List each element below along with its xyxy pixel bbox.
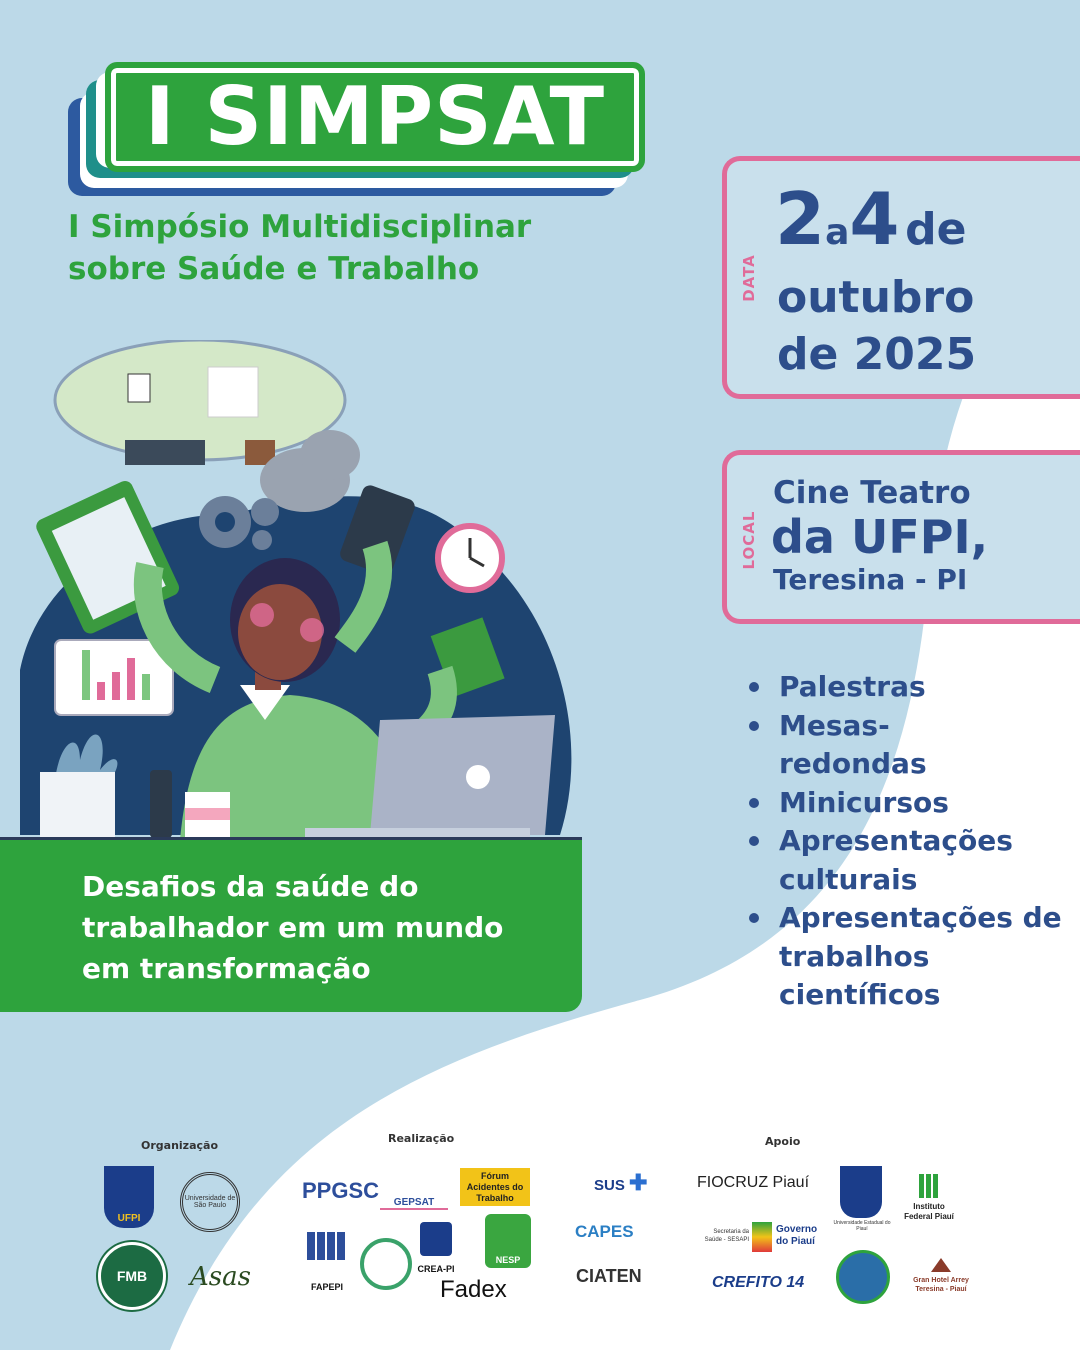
date-day-end: 4 — [849, 177, 900, 261]
activity-item: Mesas-redondas — [745, 707, 1065, 784]
sesapi-logo: Secretaria da Saúde - SESAPI — [704, 1229, 749, 1243]
location-line-1: Cine Teatro — [773, 475, 971, 511]
ifpi-label: Instituto Federal Piauí — [904, 1202, 954, 1221]
date-year: de 2025 — [777, 329, 977, 380]
plus-icon: ✚ — [629, 1170, 648, 1195]
gepsat-logo: GEPSAT — [380, 1168, 448, 1210]
tagline-line-3: em transformação — [82, 952, 371, 985]
event-subtitle — [68, 206, 628, 290]
location-line-3: Teresina - PI — [773, 563, 968, 596]
ppgsc-logo: PPGSC — [302, 1178, 380, 1203]
crea-pi-label: CREA-PI — [417, 1264, 455, 1274]
nesp-logo: NESP — [485, 1214, 531, 1268]
activities-list — [745, 668, 1065, 1015]
tagline-banner — [0, 840, 582, 1012]
fapepi-logo — [302, 1232, 352, 1292]
activity-item: Apresentações culturais — [745, 822, 1065, 899]
fadex-logo: Fadex — [440, 1276, 507, 1303]
activity-item: Palestras — [745, 668, 1065, 707]
location-line-2: da UFPI, — [771, 510, 989, 564]
usp-seal-logo: Universidade de São Paulo — [180, 1172, 240, 1232]
sus-logo — [594, 1170, 647, 1196]
uespi-label: Universidade Estadual do Piauí — [833, 1220, 891, 1232]
subtitle-line-2: sobre Saúde e Trabalho — [68, 251, 480, 287]
fapepi-label: FAPEPI — [310, 1282, 343, 1292]
apoio-heading: Apoio — [765, 1135, 801, 1148]
subtitle-line-1: I Simpósio Multidisciplinar — [68, 209, 532, 245]
date-range — [775, 177, 967, 261]
crea-pi-logo — [414, 1222, 458, 1274]
governo-piaui-label: Governo do Piauí — [776, 1224, 818, 1247]
location-box — [722, 450, 1080, 624]
sus-label: SUS — [594, 1177, 625, 1194]
gear-seal-icon — [360, 1238, 412, 1290]
date-connector: a — [825, 212, 850, 253]
activity-item: Minicursos — [745, 784, 1065, 823]
ciaten-logo: CIATEN — [576, 1266, 642, 1286]
roof-icon — [931, 1258, 951, 1272]
date-de: de — [905, 204, 967, 255]
forum-acidentes-logo: Fórum Acidentes do Trabalho — [460, 1168, 530, 1206]
tagline-text — [82, 866, 572, 989]
asas-logo: Asas — [190, 1262, 251, 1292]
ufpi-crest-logo: UFPI — [104, 1166, 154, 1228]
date-month: outubro — [777, 272, 975, 323]
date-day-start: 2 — [775, 177, 826, 261]
seal-icon — [836, 1250, 890, 1304]
tagline-line-1: Desafios da saúde do — [82, 870, 419, 903]
capes-logo: CAPES — [575, 1222, 634, 1241]
worker-illustration — [0, 340, 590, 845]
fmb-seal-logo: FMB — [98, 1242, 166, 1310]
gran-hotel-logo — [900, 1258, 982, 1294]
date-label: DATA — [740, 254, 758, 302]
event-title-block — [68, 62, 638, 197]
title-box — [105, 62, 645, 172]
location-label: LOCAL — [740, 510, 758, 570]
tagline-line-2: trabalhador em um mundo — [82, 911, 504, 944]
gran-hotel-label: Gran Hotel Arrey Teresina - Piauí — [913, 1277, 969, 1293]
ifpi-logo — [900, 1174, 958, 1222]
fiocruz-logo: FIOCRUZ Piauí — [697, 1174, 810, 1191]
activity-item: Apresentações de trabalhos científicos — [745, 899, 1065, 1015]
uespi-crest-icon — [840, 1166, 882, 1218]
crefito-logo: CREFITO 14 — [712, 1274, 805, 1291]
date-box — [722, 156, 1080, 399]
realizacao-heading: Realização — [388, 1132, 455, 1145]
organizacao-heading: Organização — [141, 1139, 218, 1152]
event-title: I SIMPSAT — [144, 70, 606, 163]
